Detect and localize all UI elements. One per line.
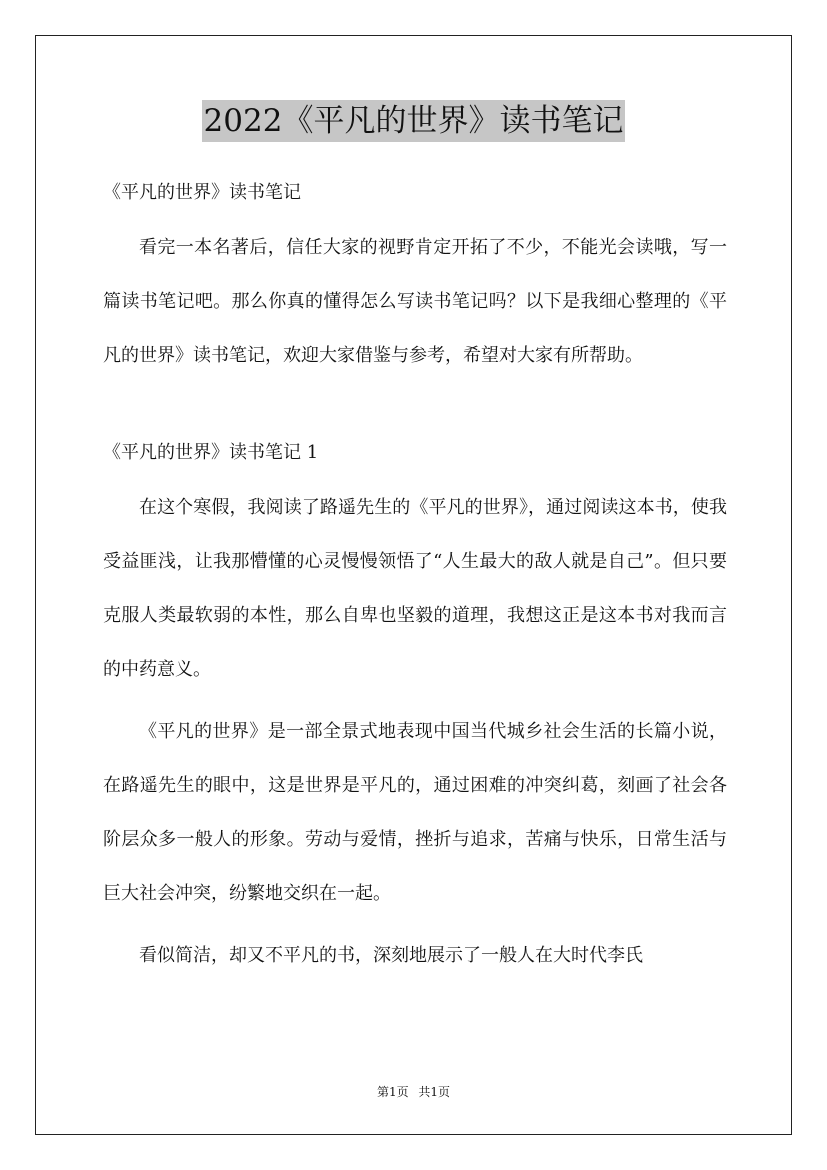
page-footer <box>0 1083 827 1101</box>
page-number-current: 第1页 <box>376 1085 409 1099</box>
title-container <box>0 100 827 142</box>
section-heading: 《平凡的世界》读书笔记 1 <box>103 442 319 463</box>
intro-heading: 《平凡的世界》读书笔记 <box>103 182 301 203</box>
body-paragraph: 在这个寒假，我阅读了路遥先生的《平凡的世界》，通过阅读这本书，使我受益匪浅，让我那懵懂的心灵慢慢领悟了“人生最大的敌人就是自己”。但只要克服人类最软弱的本性，那么自卑也坚毅的道理，我想这正是这本书对我而言的中药意义。 <box>103 497 727 680</box>
intro-paragraph: 看完一本名著后，信任大家的视野肯定开拓了不少，不能光会读哦，写一篇读书笔记吧。那么你真的懂得怎么写读书笔记吗？以下是我细心整理的《平凡的世界》读书笔记，欢迎大家借鉴与参考，希望对大家有所帮助。 <box>103 237 727 366</box>
document-title: 2022《平凡的世界》读书笔记 <box>202 100 626 142</box>
document-body <box>103 171 727 983</box>
body-paragraph: 《平凡的世界》是一部全景式地表现中国当代城乡社会生活的长篇小说，在路遥先生的眼中，这是世界是平凡的，通过困难的冲突纠葛，刻画了社会各阶层众多一般人的形象。劳动与爱情，挫折与追求，苦痛与快乐，日常生活与巨大社会冲突，纷繁地交织在一起。 <box>103 721 727 904</box>
body-paragraph: 看似简洁，却又不平凡的书，深刻地展示了一般人在大时代李氏 <box>139 945 643 966</box>
page-number-total: 共1页 <box>418 1085 451 1099</box>
